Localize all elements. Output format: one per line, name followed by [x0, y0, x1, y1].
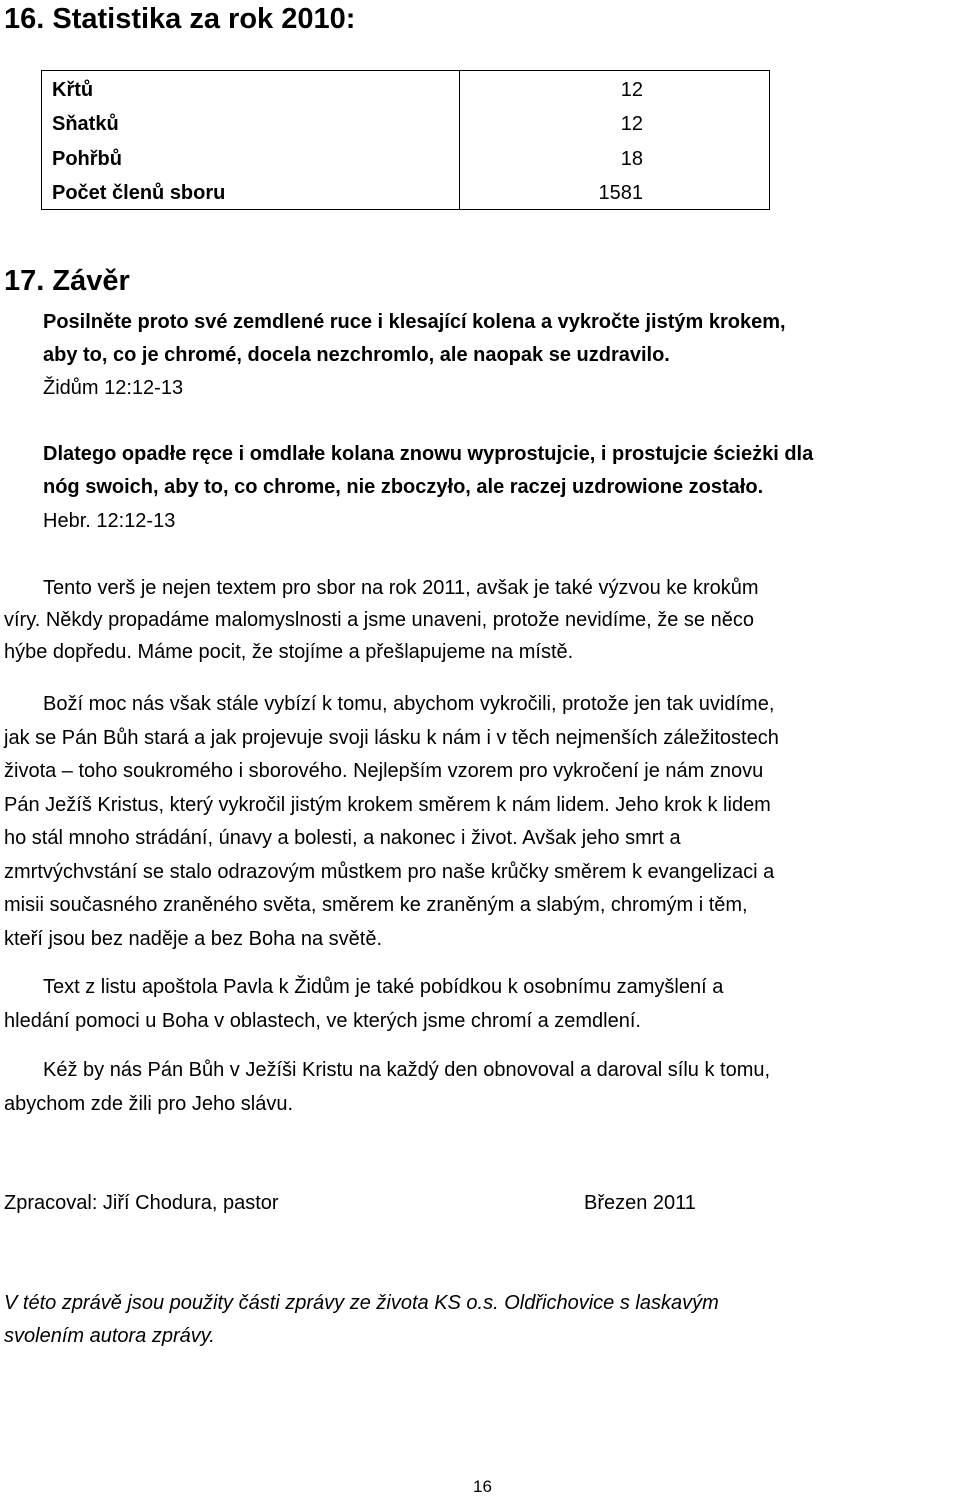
- paragraph-line: Boží moc nás však stále vybízí k tomu, abychom vykročili, protože jen tak uvidíme,: [43, 693, 775, 715]
- stat-value-pohrbu: 18: [620, 148, 643, 170]
- paragraph-line: Text z listu apoštola Pavla k Židům je také pobídkou k osobnímu zamyšlení a: [43, 976, 724, 998]
- paragraph-line: Pán Ježíš Kristus, který vykročil jistým krokem směrem k nám lidem. Jeho krok k lidem: [4, 793, 771, 816]
- paragraph-line: jak se Pán Bůh stará a jak projevuje svoji lásku k nám i v těch nejmenších záležitostech: [4, 726, 779, 749]
- paragraph-4: [4, 1054, 770, 1121]
- paragraph-line: kteří jsou bez naděje a bez Boha na světě.: [4, 927, 383, 950]
- section-16-heading: 16. Statistika za rok 2010:: [4, 3, 356, 35]
- stat-label-pocet-clenu: Počet členů sboru: [52, 182, 226, 204]
- table-row: [42, 176, 769, 210]
- czech-verse-line: aby to, co je chromé, docela nezchromlo, ale naopak se uzdravilo.: [43, 344, 670, 366]
- paragraph-2: [4, 688, 779, 956]
- paragraph-3: [4, 971, 723, 1038]
- stat-label-krtu: Křtů: [52, 79, 94, 101]
- paragraph-line: zmrtvýchvstání se stalo odrazovým můstkem pro naše krůčky směrem k evangelizaci a: [4, 860, 775, 883]
- table-row: [42, 142, 769, 176]
- usage-note: [4, 1287, 719, 1353]
- czech-verse-line: Posilněte proto své zemdlené ruce i klesající kolena a vykročte jistým krokem,: [43, 311, 786, 333]
- paragraph-1: [4, 572, 759, 668]
- polish-verse-reference: Hebr. 12:12-13: [43, 510, 176, 532]
- paragraph-line: Tento verš je nejen textem pro sbor na rok 2011, avšak je také výzvou ke krokům: [43, 577, 759, 599]
- paragraph-line: hledání pomoci u Boha v oblastech, ve kterých jsme chromí a zemdlení.: [4, 1009, 641, 1032]
- paragraph-line: abychom zde žili pro Jeho slávu.: [4, 1092, 294, 1115]
- stat-label-pohrbu: Pohřbů: [52, 148, 122, 170]
- stat-value-snatku: 12: [620, 113, 643, 135]
- signature-author: Zpracoval: Jiří Chodura, pastor: [4, 1192, 279, 1214]
- czech-verse: [43, 306, 786, 372]
- paragraph-line: ho stál mnoho strádání, únavy a bolesti, a nakonec i život. Avšak jeho smrt a: [4, 827, 681, 849]
- signature-date: Březen 2011: [584, 1192, 696, 1214]
- table-row: [42, 107, 769, 141]
- paragraph-line: víry. Někdy propadáme malomyslnosti a jsme unaveni, protože nevidíme, že se něco: [4, 609, 754, 631]
- stat-value-krtu: 12: [620, 79, 643, 101]
- stat-label-snatku: Sňatků: [52, 113, 119, 135]
- paragraph-line: Kéž by nás Pán Bůh v Ježíši Kristu na každý den obnovoval a daroval sílu k tomu,: [43, 1059, 771, 1081]
- usage-note-line: svolením autora zprávy.: [4, 1325, 215, 1347]
- paragraph-line: misii současného zraněného světa, směrem ke zraněným a slabým, chromým i těm,: [4, 894, 748, 916]
- paragraph-line: hýbe dopředu. Máme pocit, že stojíme a přešlapujeme na místě.: [4, 641, 574, 663]
- stat-value-pocet-clenu: 1581: [598, 182, 643, 204]
- polish-verse-line: nóg swoich, aby to, co chrome, nie zboczyło, ale raczej uzdrowione zostało.: [43, 476, 764, 498]
- polish-verse-line: Dlatego opadłe ręce i omdlałe kolana znowu wyprostujcie, i prostujcie ścieżki dla: [43, 443, 814, 465]
- statistics-table: [41, 70, 770, 210]
- czech-verse-reference: Židům 12:12-13: [43, 377, 184, 399]
- table-row: [42, 73, 769, 107]
- usage-note-line: V této zprávě jsou použity části zprávy ze života KS o.s. Oldřichovice s laskavým: [4, 1292, 719, 1314]
- section-17-heading: 17. Závěr: [4, 265, 130, 297]
- paragraph-line: života – toho soukromého i sborového. Nejlepším vzorem pro vykročení je nám znovu: [4, 760, 764, 782]
- page-number: 16: [473, 1477, 492, 1496]
- polish-verse: [43, 438, 813, 504]
